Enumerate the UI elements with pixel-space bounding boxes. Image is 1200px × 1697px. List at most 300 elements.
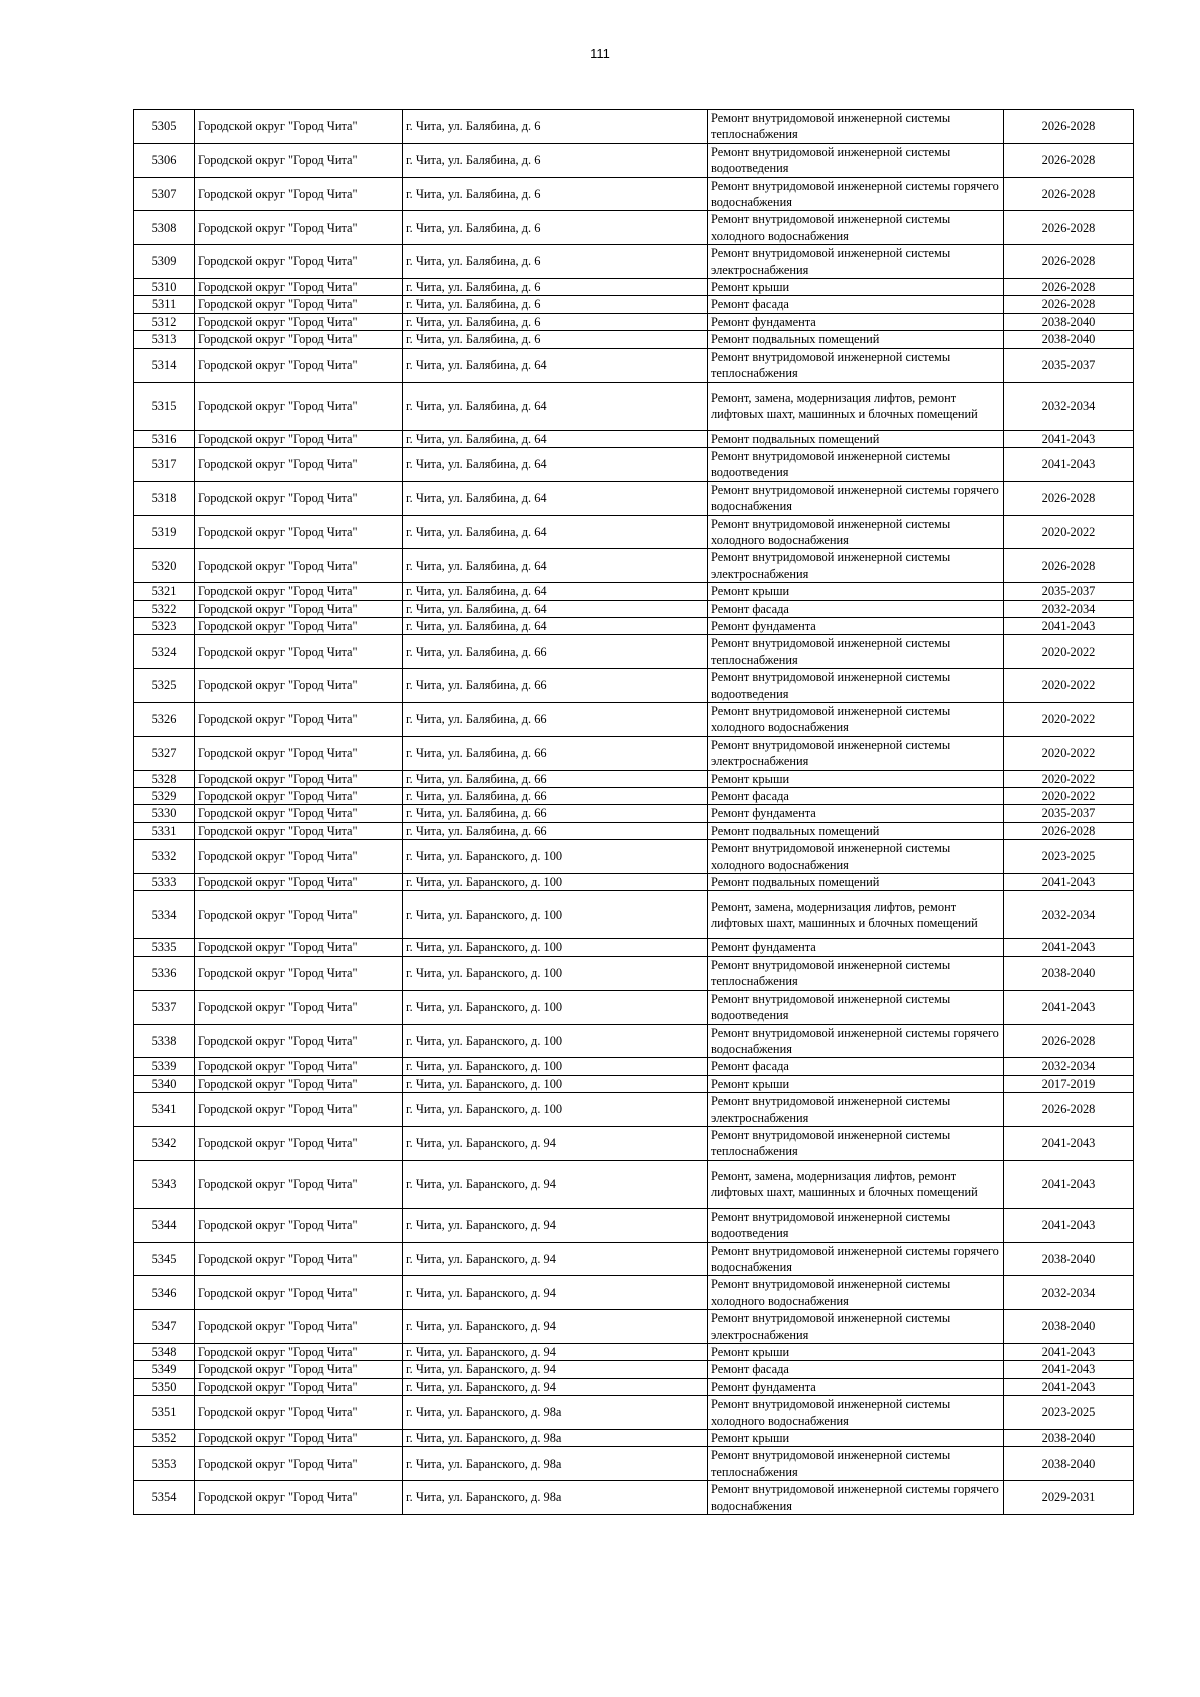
period-cell: 2029-2031 (1004, 1481, 1134, 1515)
work-type-cell: Ремонт внутридомовой инженерной системы горячего водоснабжения (708, 1481, 1004, 1515)
municipality-cell: Городской округ "Город Чита" (195, 990, 403, 1024)
period-cell: 2038-2040 (1004, 1447, 1134, 1481)
work-type-cell: Ремонт фасада (708, 296, 1004, 313)
row-number-cell: 5306 (134, 143, 195, 177)
table-row (134, 939, 1134, 956)
row-number-cell: 5330 (134, 805, 195, 822)
table-row (134, 1361, 1134, 1378)
address-cell: г. Чита, ул. Баранского, д. 100 (403, 1075, 708, 1092)
table-row (134, 1430, 1134, 1447)
row-number-cell: 5322 (134, 600, 195, 617)
municipality-cell: Городской округ "Город Чита" (195, 1447, 403, 1481)
period-cell: 2026-2028 (1004, 143, 1134, 177)
table-row (134, 1447, 1134, 1481)
period-cell: 2026-2028 (1004, 549, 1134, 583)
address-cell: г. Чита, ул. Балябина, д. 6 (403, 211, 708, 245)
period-cell: 2026-2028 (1004, 822, 1134, 839)
work-type-cell: Ремонт, замена, модернизация лифтов, ремонт лифтовых шахт, машинных и блочных помещений (708, 382, 1004, 430)
municipality-cell: Городской округ "Город Чита" (195, 279, 403, 296)
work-type-cell: Ремонт, замена, модернизация лифтов, ремонт лифтовых шахт, машинных и блочных помещений (708, 1160, 1004, 1208)
work-type-cell: Ремонт внутридомовой инженерной системы холодного водоснабжения (708, 515, 1004, 549)
address-cell: г. Чита, ул. Баранского, д. 100 (403, 891, 708, 939)
address-cell: г. Чита, ул. Баранского, д. 94 (403, 1208, 708, 1242)
address-cell: г. Чита, ул. Баранского, д. 100 (403, 956, 708, 990)
table-row (134, 617, 1134, 634)
period-cell: 2035-2037 (1004, 348, 1134, 382)
row-number-cell: 5333 (134, 874, 195, 891)
table-row (134, 279, 1134, 296)
period-cell: 2020-2022 (1004, 788, 1134, 805)
municipality-cell: Городской округ "Город Чита" (195, 770, 403, 787)
work-type-cell: Ремонт внутридомовой инженерной системы теплоснабжения (708, 1126, 1004, 1160)
work-type-cell: Ремонт внутридомовой инженерной системы теплоснабжения (708, 110, 1004, 144)
municipality-cell: Городской округ "Город Чита" (195, 110, 403, 144)
municipality-cell: Городской округ "Город Чита" (195, 211, 403, 245)
row-number-cell: 5320 (134, 549, 195, 583)
municipality-cell: Городской округ "Город Чита" (195, 788, 403, 805)
table-row (134, 1344, 1134, 1361)
address-cell: г. Чита, ул. Баранского, д. 94 (403, 1160, 708, 1208)
table-row (134, 447, 1134, 481)
table-row (134, 177, 1134, 211)
address-cell: г. Чита, ул. Баранского, д. 98а (403, 1430, 708, 1447)
period-cell: 2038-2040 (1004, 331, 1134, 348)
municipality-cell: Городской округ "Город Чита" (195, 874, 403, 891)
municipality-cell: Городской округ "Город Чита" (195, 1075, 403, 1092)
work-type-cell: Ремонт крыши (708, 770, 1004, 787)
municipality-cell: Городской округ "Город Чита" (195, 1160, 403, 1208)
address-cell: г. Чита, ул. Балябина, д. 6 (403, 313, 708, 330)
row-number-cell: 5310 (134, 279, 195, 296)
address-cell: г. Чита, ул. Балябина, д. 6 (403, 279, 708, 296)
period-cell: 2026-2028 (1004, 279, 1134, 296)
municipality-cell: Городской округ "Город Чита" (195, 177, 403, 211)
period-cell: 2041-2043 (1004, 1208, 1134, 1242)
period-cell: 2041-2043 (1004, 1378, 1134, 1395)
address-cell: г. Чита, ул. Балябина, д. 66 (403, 822, 708, 839)
municipality-cell: Городской округ "Город Чита" (195, 245, 403, 279)
table-row (134, 1242, 1134, 1276)
work-type-cell: Ремонт внутридомовой инженерной системы теплоснабжения (708, 348, 1004, 382)
work-type-cell: Ремонт внутридомовой инженерной системы теплоснабжения (708, 1447, 1004, 1481)
table-row (134, 313, 1134, 330)
period-cell: 2020-2022 (1004, 515, 1134, 549)
work-type-cell: Ремонт внутридомовой инженерной системы электроснабжения (708, 1310, 1004, 1344)
row-number-cell: 5314 (134, 348, 195, 382)
address-cell: г. Чита, ул. Балябина, д. 6 (403, 296, 708, 313)
row-number-cell: 5353 (134, 1447, 195, 1481)
municipality-cell: Городской округ "Город Чита" (195, 1058, 403, 1075)
row-number-cell: 5317 (134, 447, 195, 481)
address-cell: г. Чита, ул. Баранского, д. 100 (403, 990, 708, 1024)
work-type-cell: Ремонт подвальных помещений (708, 874, 1004, 891)
work-type-cell: Ремонт фасада (708, 600, 1004, 617)
table-row (134, 669, 1134, 703)
municipality-cell: Городской округ "Город Чита" (195, 1093, 403, 1127)
table-row (134, 515, 1134, 549)
address-cell: г. Чита, ул. Балябина, д. 6 (403, 177, 708, 211)
address-cell: г. Чита, ул. Балябина, д. 64 (403, 617, 708, 634)
municipality-cell: Городской округ "Город Чита" (195, 822, 403, 839)
row-number-cell: 5311 (134, 296, 195, 313)
municipality-cell: Городской округ "Город Чита" (195, 430, 403, 447)
row-number-cell: 5326 (134, 703, 195, 737)
table-row (134, 245, 1134, 279)
table-row (134, 1208, 1134, 1242)
row-number-cell: 5354 (134, 1481, 195, 1515)
address-cell: г. Чита, ул. Балябина, д. 64 (403, 583, 708, 600)
period-cell: 2032-2034 (1004, 1276, 1134, 1310)
period-cell: 2020-2022 (1004, 770, 1134, 787)
period-cell: 2041-2043 (1004, 1126, 1134, 1160)
address-cell: г. Чита, ул. Балябина, д. 64 (403, 549, 708, 583)
row-number-cell: 5349 (134, 1361, 195, 1378)
address-cell: г. Чита, ул. Балябина, д. 64 (403, 447, 708, 481)
municipality-cell: Городской округ "Город Чита" (195, 1378, 403, 1395)
address-cell: г. Чита, ул. Баранского, д. 100 (403, 840, 708, 874)
period-cell: 2026-2028 (1004, 177, 1134, 211)
municipality-cell: Городской округ "Город Чита" (195, 1361, 403, 1378)
row-number-cell: 5312 (134, 313, 195, 330)
table-row (134, 1058, 1134, 1075)
address-cell: г. Чита, ул. Балябина, д. 6 (403, 331, 708, 348)
address-cell: г. Чита, ул. Балябина, д. 64 (403, 600, 708, 617)
municipality-cell: Городской округ "Город Чита" (195, 481, 403, 515)
work-type-cell: Ремонт фасада (708, 1361, 1004, 1378)
address-cell: г. Чита, ул. Балябина, д. 64 (403, 430, 708, 447)
table-row (134, 770, 1134, 787)
address-cell: г. Чита, ул. Балябина, д. 64 (403, 481, 708, 515)
row-number-cell: 5315 (134, 382, 195, 430)
municipality-cell: Городской округ "Город Чита" (195, 1276, 403, 1310)
work-type-cell: Ремонт внутридомовой инженерной системы водоотведения (708, 143, 1004, 177)
address-cell: г. Чита, ул. Балябина, д. 66 (403, 703, 708, 737)
row-number-cell: 5331 (134, 822, 195, 839)
work-type-cell: Ремонт крыши (708, 279, 1004, 296)
address-cell: г. Чита, ул. Балябина, д. 66 (403, 635, 708, 669)
work-type-cell: Ремонт крыши (708, 583, 1004, 600)
period-cell: 2041-2043 (1004, 430, 1134, 447)
period-cell: 2020-2022 (1004, 736, 1134, 770)
period-cell: 2023-2025 (1004, 1396, 1134, 1430)
period-cell: 2041-2043 (1004, 874, 1134, 891)
address-cell: г. Чита, ул. Баранского, д. 94 (403, 1310, 708, 1344)
municipality-cell: Городской округ "Город Чита" (195, 1344, 403, 1361)
period-cell: 2023-2025 (1004, 840, 1134, 874)
address-cell: г. Чита, ул. Баранского, д. 98а (403, 1481, 708, 1515)
work-type-cell: Ремонт внутридомовой инженерной системы электроснабжения (708, 1093, 1004, 1127)
address-cell: г. Чита, ул. Баранского, д. 94 (403, 1344, 708, 1361)
municipality-cell: Городской округ "Город Чита" (195, 600, 403, 617)
work-type-cell: Ремонт внутридомовой инженерной системы электроснабжения (708, 549, 1004, 583)
period-cell: 2026-2028 (1004, 245, 1134, 279)
work-type-cell: Ремонт внутридомовой инженерной системы холодного водоснабжения (708, 211, 1004, 245)
work-type-cell: Ремонт внутридомовой инженерной системы электроснабжения (708, 245, 1004, 279)
address-cell: г. Чита, ул. Баранского, д. 100 (403, 1058, 708, 1075)
municipality-cell: Городской округ "Город Чита" (195, 331, 403, 348)
municipality-cell: Городской округ "Город Чита" (195, 143, 403, 177)
table-row (134, 110, 1134, 144)
work-type-cell: Ремонт внутридомовой инженерной системы холодного водоснабжения (708, 1276, 1004, 1310)
table-body (134, 110, 1134, 1515)
table-row (134, 990, 1134, 1024)
municipality-cell: Городской округ "Город Чита" (195, 805, 403, 822)
period-cell: 2035-2037 (1004, 805, 1134, 822)
municipality-cell: Городской округ "Город Чита" (195, 583, 403, 600)
work-type-cell: Ремонт внутридомовой инженерной системы теплоснабжения (708, 956, 1004, 990)
table-row (134, 600, 1134, 617)
work-type-cell: Ремонт внутридомовой инженерной системы водоотведения (708, 447, 1004, 481)
table-row (134, 296, 1134, 313)
municipality-cell: Городской округ "Город Чита" (195, 348, 403, 382)
table-row (134, 1310, 1134, 1344)
address-cell: г. Чита, ул. Балябина, д. 66 (403, 805, 708, 822)
address-cell: г. Чита, ул. Баранского, д. 94 (403, 1126, 708, 1160)
municipality-cell: Городской округ "Город Чита" (195, 1310, 403, 1344)
work-type-cell: Ремонт фасада (708, 788, 1004, 805)
period-cell: 2038-2040 (1004, 1242, 1134, 1276)
period-cell: 2041-2043 (1004, 617, 1134, 634)
municipality-cell: Городской округ "Город Чита" (195, 296, 403, 313)
row-number-cell: 5335 (134, 939, 195, 956)
table-row (134, 956, 1134, 990)
row-number-cell: 5351 (134, 1396, 195, 1430)
table-row (134, 1024, 1134, 1058)
table-row (134, 788, 1134, 805)
work-type-cell: Ремонт внутридомовой инженерной системы горячего водоснабжения (708, 481, 1004, 515)
table-row (134, 1396, 1134, 1430)
table-row (134, 583, 1134, 600)
row-number-cell: 5321 (134, 583, 195, 600)
row-number-cell: 5337 (134, 990, 195, 1024)
work-type-cell: Ремонт внутридомовой инженерной системы водоотведения (708, 990, 1004, 1024)
page-number: 111 (590, 46, 610, 61)
row-number-cell: 5318 (134, 481, 195, 515)
work-type-cell: Ремонт, замена, модернизация лифтов, ремонт лифтовых шахт, машинных и блочных помещений (708, 891, 1004, 939)
municipality-cell: Городской округ "Город Чита" (195, 736, 403, 770)
row-number-cell: 5342 (134, 1126, 195, 1160)
period-cell: 2026-2028 (1004, 1024, 1134, 1058)
row-number-cell: 5338 (134, 1024, 195, 1058)
address-cell: г. Чита, ул. Баранского, д. 100 (403, 1024, 708, 1058)
period-cell: 2035-2037 (1004, 583, 1134, 600)
period-cell: 2041-2043 (1004, 447, 1134, 481)
period-cell: 2041-2043 (1004, 1344, 1134, 1361)
row-number-cell: 5348 (134, 1344, 195, 1361)
municipality-cell: Городской округ "Город Чита" (195, 382, 403, 430)
period-cell: 2041-2043 (1004, 1160, 1134, 1208)
work-type-cell: Ремонт внутридомовой инженерной системы горячего водоснабжения (708, 1024, 1004, 1058)
table-row (134, 1126, 1134, 1160)
municipality-cell: Городской округ "Город Чита" (195, 1208, 403, 1242)
period-cell: 2020-2022 (1004, 635, 1134, 669)
row-number-cell: 5347 (134, 1310, 195, 1344)
period-cell: 2026-2028 (1004, 110, 1134, 144)
municipality-cell: Городской округ "Город Чита" (195, 515, 403, 549)
municipality-cell: Городской округ "Город Чита" (195, 447, 403, 481)
municipality-cell: Городской округ "Город Чита" (195, 939, 403, 956)
table-row (134, 1276, 1134, 1310)
work-type-cell: Ремонт внутридомовой инженерной системы теплоснабжения (708, 635, 1004, 669)
work-type-cell: Ремонт подвальных помещений (708, 822, 1004, 839)
row-number-cell: 5329 (134, 788, 195, 805)
address-cell: г. Чита, ул. Балябина, д. 6 (403, 110, 708, 144)
period-cell: 2032-2034 (1004, 382, 1134, 430)
work-type-cell: Ремонт крыши (708, 1430, 1004, 1447)
table-row (134, 736, 1134, 770)
address-cell: г. Чита, ул. Балябина, д. 64 (403, 348, 708, 382)
table-row (134, 1093, 1134, 1127)
work-type-cell: Ремонт внутридомовой инженерной системы горячего водоснабжения (708, 177, 1004, 211)
municipality-cell: Городской округ "Город Чита" (195, 1126, 403, 1160)
table-row (134, 331, 1134, 348)
address-cell: г. Чита, ул. Балябина, д. 66 (403, 736, 708, 770)
row-number-cell: 5352 (134, 1430, 195, 1447)
address-cell: г. Чита, ул. Баранского, д. 100 (403, 939, 708, 956)
period-cell: 2026-2028 (1004, 211, 1134, 245)
period-cell: 2041-2043 (1004, 1361, 1134, 1378)
row-number-cell: 5345 (134, 1242, 195, 1276)
row-number-cell: 5313 (134, 331, 195, 348)
table-row (134, 1160, 1134, 1208)
work-type-cell: Ремонт фасада (708, 1058, 1004, 1075)
period-cell: 2017-2019 (1004, 1075, 1134, 1092)
work-type-cell: Ремонт крыши (708, 1344, 1004, 1361)
row-number-cell: 5325 (134, 669, 195, 703)
row-number-cell: 5307 (134, 177, 195, 211)
address-cell: г. Чита, ул. Баранского, д. 98а (403, 1447, 708, 1481)
table-row (134, 840, 1134, 874)
row-number-cell: 5327 (134, 736, 195, 770)
address-cell: г. Чита, ул. Баранского, д. 94 (403, 1361, 708, 1378)
address-cell: г. Чита, ул. Балябина, д. 64 (403, 382, 708, 430)
row-number-cell: 5350 (134, 1378, 195, 1395)
municipality-cell: Городской округ "Город Чита" (195, 313, 403, 330)
work-type-cell: Ремонт внутридомовой инженерной системы холодного водоснабжения (708, 840, 1004, 874)
municipality-cell: Городской округ "Город Чита" (195, 703, 403, 737)
row-number-cell: 5339 (134, 1058, 195, 1075)
period-cell: 2026-2028 (1004, 296, 1134, 313)
address-cell: г. Чита, ул. Балябина, д. 64 (403, 515, 708, 549)
period-cell: 2038-2040 (1004, 1430, 1134, 1447)
row-number-cell: 5336 (134, 956, 195, 990)
table-row (134, 805, 1134, 822)
period-cell: 2041-2043 (1004, 939, 1134, 956)
address-cell: г. Чита, ул. Балябина, д. 6 (403, 143, 708, 177)
period-cell: 2032-2034 (1004, 891, 1134, 939)
address-cell: г. Чита, ул. Балябина, д. 66 (403, 669, 708, 703)
work-type-cell: Ремонт внутридомовой инженерной системы электроснабжения (708, 736, 1004, 770)
municipality-cell: Городской округ "Город Чита" (195, 840, 403, 874)
municipality-cell: Городской округ "Город Чита" (195, 635, 403, 669)
work-type-cell: Ремонт фундамента (708, 617, 1004, 634)
row-number-cell: 5328 (134, 770, 195, 787)
period-cell: 2032-2034 (1004, 600, 1134, 617)
row-number-cell: 5340 (134, 1075, 195, 1092)
work-type-cell: Ремонт крыши (708, 1075, 1004, 1092)
table-row (134, 382, 1134, 430)
row-number-cell: 5309 (134, 245, 195, 279)
address-cell: г. Чита, ул. Баранского, д. 98а (403, 1396, 708, 1430)
row-number-cell: 5344 (134, 1208, 195, 1242)
address-cell: г. Чита, ул. Баранского, д. 94 (403, 1276, 708, 1310)
municipality-cell: Городской округ "Город Чита" (195, 1396, 403, 1430)
work-type-cell: Ремонт подвальных помещений (708, 331, 1004, 348)
work-type-cell: Ремонт внутридомовой инженерной системы горячего водоснабжения (708, 1242, 1004, 1276)
period-cell: 2026-2028 (1004, 1093, 1134, 1127)
table-row (134, 143, 1134, 177)
municipality-cell: Городской округ "Город Чита" (195, 1024, 403, 1058)
row-number-cell: 5346 (134, 1276, 195, 1310)
row-number-cell: 5308 (134, 211, 195, 245)
work-type-cell: Ремонт внутридомовой инженерной системы водоотведения (708, 1208, 1004, 1242)
row-number-cell: 5332 (134, 840, 195, 874)
row-number-cell: 5334 (134, 891, 195, 939)
table-row (134, 635, 1134, 669)
period-cell: 2038-2040 (1004, 313, 1134, 330)
row-number-cell: 5319 (134, 515, 195, 549)
municipality-cell: Городской округ "Город Чита" (195, 1481, 403, 1515)
address-cell: г. Чита, ул. Балябина, д. 66 (403, 788, 708, 805)
address-cell: г. Чита, ул. Баранского, д. 94 (403, 1242, 708, 1276)
municipality-cell: Городской округ "Город Чита" (195, 669, 403, 703)
table-row (134, 703, 1134, 737)
municipality-cell: Городской округ "Город Чита" (195, 1430, 403, 1447)
address-cell: г. Чита, ул. Баранского, д. 100 (403, 1093, 708, 1127)
work-type-cell: Ремонт фундамента (708, 939, 1004, 956)
address-cell: г. Чита, ул. Баранского, д. 100 (403, 874, 708, 891)
repair-schedule-table (133, 109, 1134, 1515)
table-row (134, 891, 1134, 939)
period-cell: 2041-2043 (1004, 990, 1134, 1024)
address-cell: г. Чита, ул. Баранского, д. 94 (403, 1378, 708, 1395)
period-cell: 2020-2022 (1004, 669, 1134, 703)
work-type-cell: Ремонт внутридомовой инженерной системы водоотведения (708, 669, 1004, 703)
work-type-cell: Ремонт фундамента (708, 805, 1004, 822)
municipality-cell: Городской округ "Город Чита" (195, 1242, 403, 1276)
row-number-cell: 5316 (134, 430, 195, 447)
work-type-cell: Ремонт внутридомовой инженерной системы холодного водоснабжения (708, 1396, 1004, 1430)
period-cell: 2020-2022 (1004, 703, 1134, 737)
municipality-cell: Городской округ "Город Чита" (195, 956, 403, 990)
table-row (134, 549, 1134, 583)
period-cell: 2038-2040 (1004, 956, 1134, 990)
row-number-cell: 5343 (134, 1160, 195, 1208)
row-number-cell: 5341 (134, 1093, 195, 1127)
work-type-cell: Ремонт фундамента (708, 313, 1004, 330)
table-row (134, 874, 1134, 891)
table-row (134, 1378, 1134, 1395)
table-row (134, 1481, 1134, 1515)
municipality-cell: Городской округ "Город Чита" (195, 549, 403, 583)
table-row (134, 822, 1134, 839)
table-row (134, 348, 1134, 382)
address-cell: г. Чита, ул. Балябина, д. 6 (403, 245, 708, 279)
table-row (134, 430, 1134, 447)
work-type-cell: Ремонт внутридомовой инженерной системы холодного водоснабжения (708, 703, 1004, 737)
table-row (134, 211, 1134, 245)
row-number-cell: 5323 (134, 617, 195, 634)
period-cell: 2038-2040 (1004, 1310, 1134, 1344)
period-cell: 2026-2028 (1004, 481, 1134, 515)
municipality-cell: Городской округ "Город Чита" (195, 891, 403, 939)
table-row (134, 481, 1134, 515)
row-number-cell: 5305 (134, 110, 195, 144)
table-row (134, 1075, 1134, 1092)
address-cell: г. Чита, ул. Балябина, д. 66 (403, 770, 708, 787)
period-cell: 2032-2034 (1004, 1058, 1134, 1075)
municipality-cell: Городской округ "Город Чита" (195, 617, 403, 634)
